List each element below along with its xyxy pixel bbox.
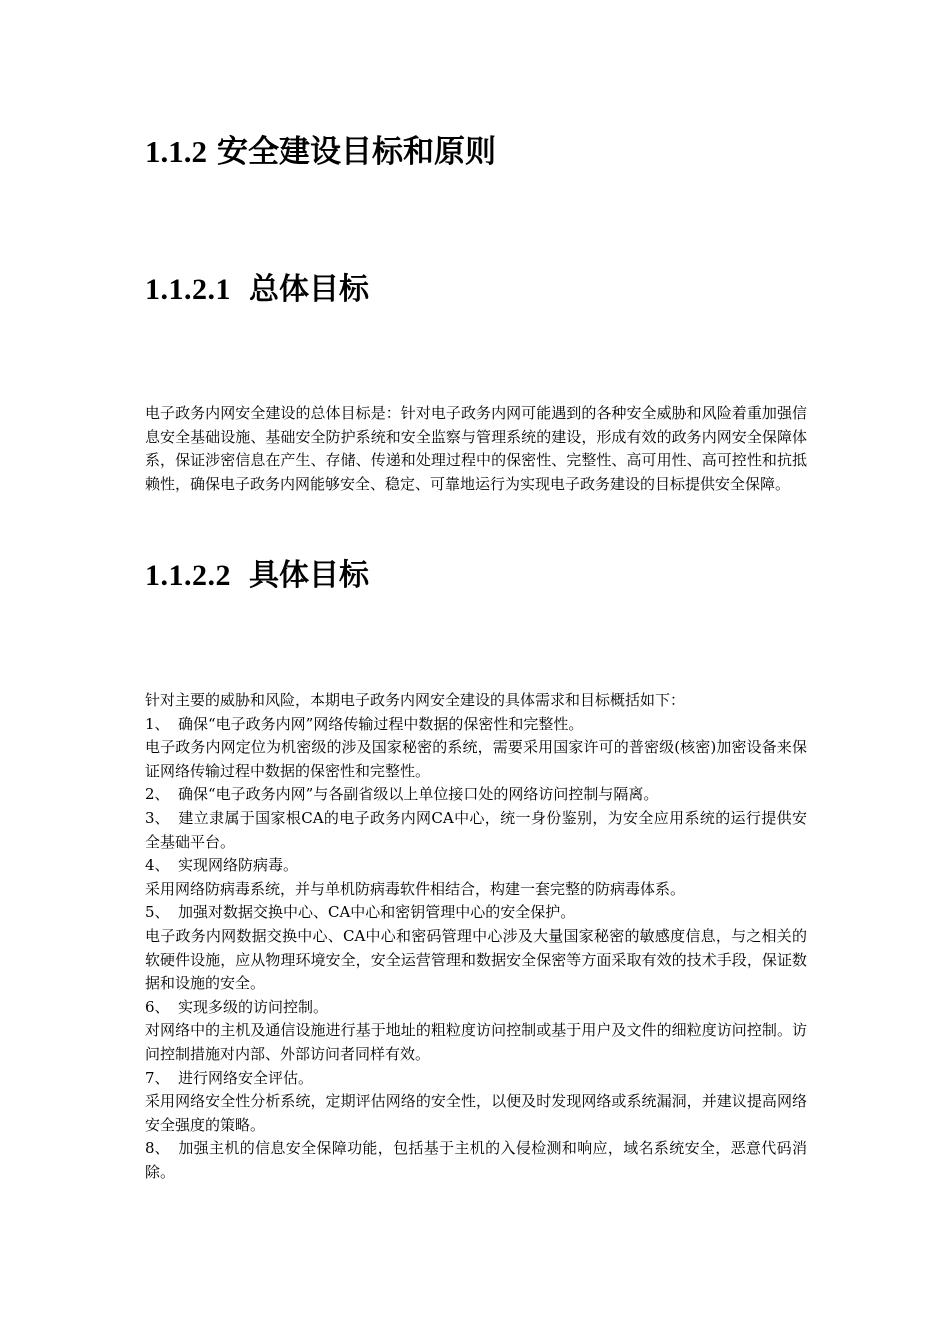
goal-item <box>145 854 807 878</box>
goal-item <box>145 783 807 807</box>
section-number: 1.1.2 <box>145 134 207 169</box>
goal-item <box>145 996 807 1020</box>
goal-item-detail: 对网络中的主机及通信设施进行基于地址的粗粒度访问控制或基于用户及文件的细粒度访问控制。访问控制措施对内部、外部访问者同样有效。 <box>145 1021 807 1063</box>
goal-item-detail: 电子政务内网定位为机密级的涉及国家秘密的系统，需要采用国家许可的普密级(核密)加密设备来保证网络传输过程中数据的保密性和完整性。 <box>145 738 807 780</box>
overall-goal-number: 1.1.2.1 <box>145 273 231 306</box>
section-heading <box>145 132 496 172</box>
specific-goal-heading <box>145 556 369 596</box>
goal-item-text: 进行网络安全评估。 <box>178 1068 314 1087</box>
goal-item <box>145 807 807 854</box>
goal-item-detail: 电子政务内网数据交换中心、CA中心和密码管理中心涉及大量国家秘密的敏感度信息，与之相关的软硬件设施，应从物理环境安全，安全运营管理和数据安全保密等方面采取有效的技术手段，保证数据和设施的安全。 <box>145 926 807 993</box>
goal-item-index: 1、 <box>145 714 170 733</box>
goal-item-index: 6、 <box>145 997 170 1016</box>
goal-item-index: 2、 <box>145 785 170 804</box>
specific-goal-intro: 针对主要的威胁和风险，本期电子政务内网安全建设的具体需求和目标概括如下： <box>145 691 686 709</box>
goal-item-index: 4、 <box>145 856 170 875</box>
specific-goal-number: 1.1.2.2 <box>145 559 231 592</box>
goal-item-index: 8、 <box>145 1139 170 1158</box>
goal-item-index: 3、 <box>145 808 170 827</box>
overall-goal-paragraph: 电子政务内网安全建设的总体目标是：针对电子政务内网可能遇到的各种安全威胁和风险着重加强信息安全基础设施、基础安全防护系统和安全监察与管理系统的建设，形成有效的政务内网安全保障体系，保证涉密信息在产生、存储、传递和处理过程中的保密性、完整性、高可用性、高可控性和抗抵赖性，确保电子政务内网能够安全、稳定、可靠地运行为实现电子政务建设的目标提供安全保障。 <box>145 404 807 493</box>
goal-item <box>145 1137 807 1184</box>
overall-goal-title: 总体目标 <box>249 272 369 307</box>
goal-item <box>145 713 807 737</box>
goal-item-text: 加强主机的信息安全保障功能，包括基于主机的入侵检测和响应，域名系统安全，恶意代码消除。 <box>145 1139 807 1181</box>
goal-item <box>145 1067 807 1091</box>
section-title: 安全建设目标和原则 <box>217 134 496 170</box>
goal-item-text: 实现多级的访问控制。 <box>178 997 329 1016</box>
specific-goal-title: 具体目标 <box>249 558 369 593</box>
goal-item-index: 7、 <box>145 1068 170 1087</box>
overall-goal-body <box>145 402 807 496</box>
goal-item-index: 5、 <box>145 903 170 922</box>
goal-item-text: 建立隶属于国家根CA的电子政务内网CA中心，统一身份鉴别，为安全应用系统的运行提供安全基础平台。 <box>145 808 807 851</box>
goal-item-text: 实现网络防病毒。 <box>178 856 299 875</box>
goal-item <box>145 901 807 925</box>
goal-item-text: 加强对数据交换中心、CA中心和密钥管理中心的安全保护。 <box>178 903 576 922</box>
goal-item-detail: 采用网络安全性分析系统，定期评估网络的安全性，以便及时发现网络或系统漏洞，并建议提高网络安全强度的策略。 <box>145 1092 807 1134</box>
goal-item-text: 确保“电子政务内网”与各副省级以上单位接口处的网络访问控制与隔离。 <box>178 785 659 804</box>
overall-goal-heading <box>145 270 369 310</box>
specific-goal-body <box>145 689 807 1184</box>
goal-item-detail: 采用网络防病毒系统，并与单机防病毒软件相结合，构建一套完整的防病毒体系。 <box>145 879 686 898</box>
goal-item-text: 确保“电子政务内网”网络传输过程中数据的保密性和完整性。 <box>178 714 584 733</box>
